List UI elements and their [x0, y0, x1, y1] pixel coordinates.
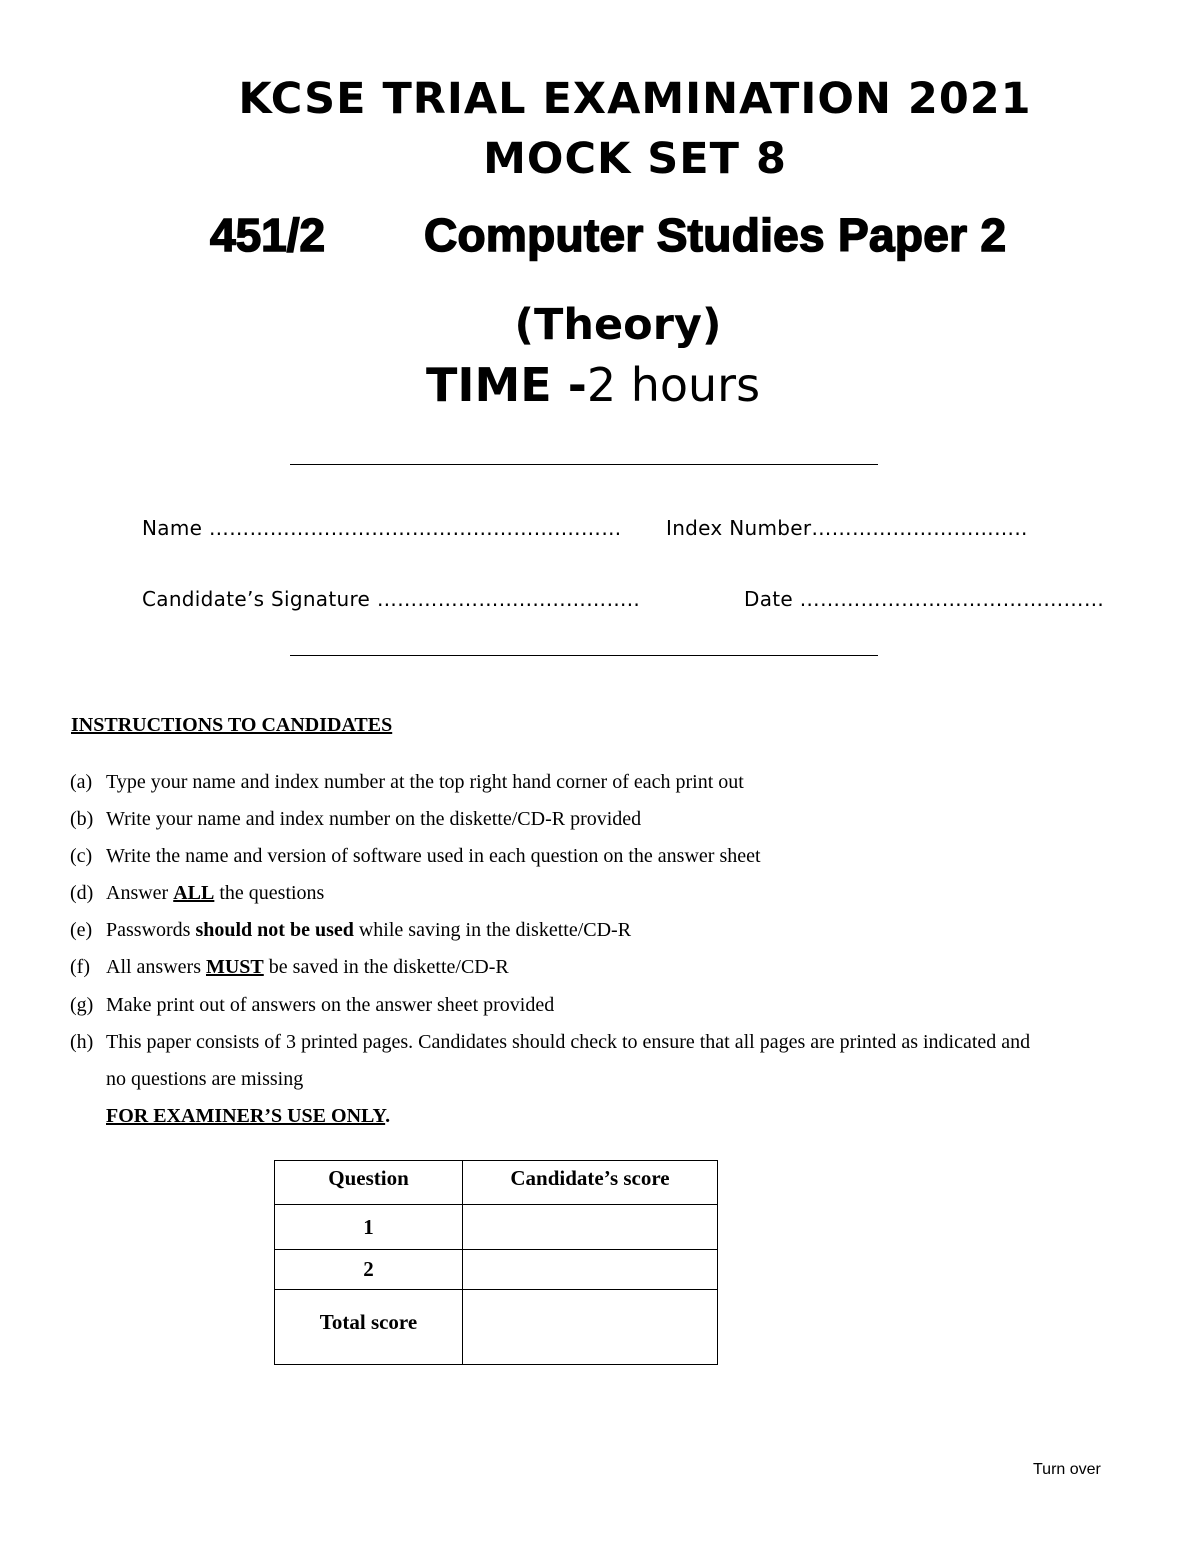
score-cell[interactable]: [463, 1205, 718, 1250]
instruction-emphasis: ALL: [173, 882, 215, 904]
instruction-item: [0, 808, 1200, 832]
instruction-letter: (f): [70, 956, 90, 978]
score-table: [274, 1160, 718, 1365]
time-label: TIME -: [426, 358, 587, 412]
instructions-heading: INSTRUCTIONS TO CANDIDATES: [71, 714, 393, 736]
header-candidate-score: Candidate’s score: [463, 1161, 718, 1205]
instruction-item: [0, 882, 1200, 906]
instruction-emphasis: MUST: [205, 956, 264, 978]
paper-name: Computer Studies Paper 2: [424, 209, 1007, 261]
instruction-item: [0, 771, 1200, 795]
table-header-row: [275, 1161, 718, 1205]
instruction-item: [0, 956, 1200, 980]
instruction-letter: (b): [70, 808, 94, 830]
score-cell[interactable]: [463, 1250, 718, 1290]
instruction-letter: (g): [70, 994, 94, 1016]
instruction-text: [106, 919, 631, 942]
time-value: 2 hours: [586, 358, 761, 412]
instruction-text: Write your name and index number on the diskette/CD-R provided: [106, 808, 642, 830]
signature-field[interactable]: Candidate’s Signature …………………..…..………..: [142, 587, 641, 611]
total-score-label: Total score: [275, 1290, 463, 1365]
instruction-letter: (e): [70, 919, 93, 941]
instruction-text: Type your name and index number at the top right hand corner of each print out: [106, 771, 744, 793]
time-allowed: [426, 358, 760, 412]
turn-over-note: Turn over: [1033, 1461, 1101, 1478]
table-row: [275, 1205, 718, 1250]
examiner-heading: [106, 1105, 390, 1128]
instruction-text-post: while saving in the diskette/CD-R: [353, 919, 632, 941]
index-number-field[interactable]: Index Number…………………………..: [666, 516, 1028, 540]
instruction-text-pre: All answers: [106, 956, 206, 978]
question-number: 1: [275, 1205, 463, 1250]
instruction-text-post: be saved in the diskette/CD-R: [263, 956, 509, 978]
instruction-letter: (h): [70, 1031, 94, 1053]
instruction-text-post: the questions: [214, 882, 325, 904]
instruction-item: [0, 919, 1200, 943]
question-number: 2: [275, 1250, 463, 1290]
table-row: [275, 1250, 718, 1290]
instruction-text-pre: Answer: [106, 882, 174, 904]
divider-top: [290, 464, 878, 465]
instruction-continuation: [0, 1068, 1200, 1092]
divider-bottom: [290, 655, 878, 656]
instruction-item: [0, 1031, 1200, 1055]
paper-type: (Theory): [514, 300, 722, 350]
table-row-total: [275, 1290, 718, 1365]
date-field[interactable]: Date ………………………………………: [744, 587, 1105, 611]
total-score-cell[interactable]: [463, 1290, 718, 1365]
header-question: Question: [275, 1161, 463, 1205]
instruction-text: Make print out of answers on the answer sheet provided: [106, 994, 555, 1016]
name-field[interactable]: Name …………………………………………….………: [142, 516, 622, 540]
instruction-text: [106, 956, 509, 979]
instruction-letter: (a): [70, 771, 93, 793]
paper-code: 451/2: [210, 209, 326, 261]
instruction-item: [0, 994, 1200, 1018]
mock-set: MOCK SET 8: [483, 134, 787, 184]
instruction-item: [0, 845, 1200, 869]
instruction-letter: (c): [70, 845, 93, 867]
examiner-heading-text: FOR EXAMINER’S USE ONLY: [106, 1105, 386, 1127]
instruction-letter: (d): [70, 882, 94, 904]
instruction-text-pre: Passwords: [106, 919, 196, 941]
instruction-text: no questions are missing: [106, 1068, 304, 1090]
instruction-text: [106, 882, 324, 905]
instruction-text: Write the name and version of software used in each question on the answer sheet: [106, 845, 761, 867]
examiner-heading-period: .: [385, 1105, 391, 1127]
instruction-emphasis: should not be used: [195, 919, 354, 941]
exam-title: KCSE TRIAL EXAMINATION 2021: [238, 74, 1032, 124]
instruction-text: This paper consists of 3 printed pages. Candidates should check to ensure that all pages are printed as indicated and: [106, 1031, 1031, 1053]
